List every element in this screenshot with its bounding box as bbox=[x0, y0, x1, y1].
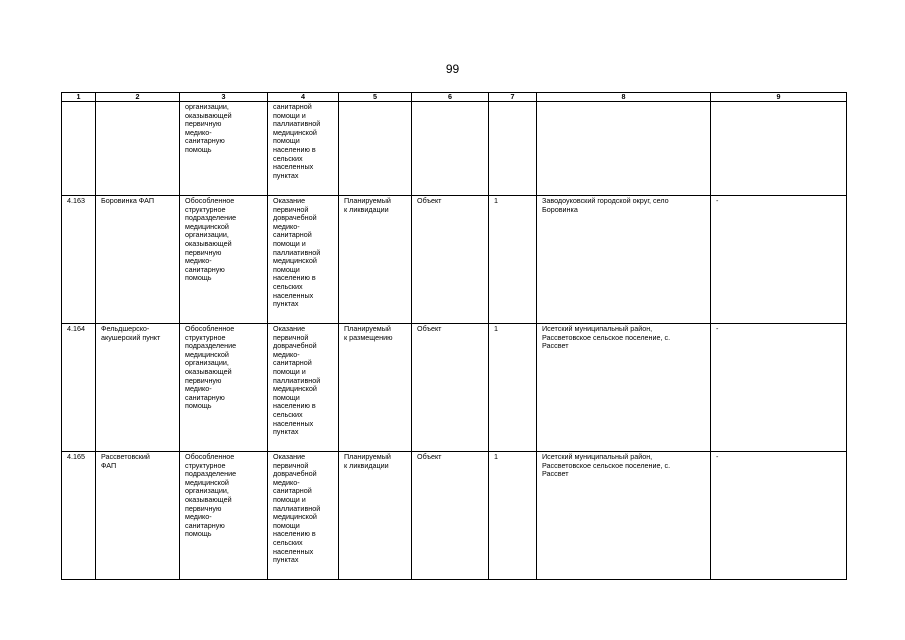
cell-status: Планируемый к ликвидации bbox=[339, 196, 412, 324]
cell-status bbox=[339, 102, 412, 196]
table-row bbox=[62, 102, 847, 196]
cell-name: Фельдшерско- акушерский пункт bbox=[96, 324, 180, 452]
cell-type: Обособленное структурное подразделение медицинской организации, оказывающей первичную медико- санитарную помощь bbox=[180, 324, 268, 452]
column-header: 8 bbox=[537, 93, 711, 102]
cell-unit: Объект bbox=[412, 324, 489, 452]
cell-unit: Объект bbox=[412, 196, 489, 324]
cell-type: Обособленное структурное подразделение медицинской организации, оказывающей первичную медико- санитарную помощь bbox=[180, 196, 268, 324]
cell-number: 4.163 bbox=[62, 196, 96, 324]
cell-purpose: Оказание первичной доврачебной медико- санитарной помощи и паллиативной медицинской помощи населению в сельских населенных пунктах bbox=[268, 196, 339, 324]
cell-status: Планируемый к размещению bbox=[339, 324, 412, 452]
column-header: 3 bbox=[180, 93, 268, 102]
cell-number: 4.165 bbox=[62, 452, 96, 580]
column-header: 7 bbox=[489, 93, 537, 102]
cell-location: Исетский муниципальный район, Рассветовское сельское поселение, с. Рассвет bbox=[537, 324, 711, 452]
cell-notes bbox=[711, 102, 847, 196]
cell-number: 4.164 bbox=[62, 324, 96, 452]
cell-purpose: санитарной помощи и паллиативной медицинской помощи населению в сельских населенных пунктах bbox=[268, 102, 339, 196]
cell-name: Боровинка ФАП bbox=[96, 196, 180, 324]
table-row bbox=[62, 196, 847, 324]
cell-purpose: Оказание первичной доврачебной медико- санитарной помощи и паллиативной медицинской помощи населению в сельских населенных пунктах bbox=[268, 452, 339, 580]
table-header-row bbox=[62, 93, 847, 102]
column-header: 5 bbox=[339, 93, 412, 102]
page-number: 99 bbox=[445, 62, 460, 76]
cell-quantity: 1 bbox=[489, 452, 537, 580]
cell-status: Планируемый к ликвидации bbox=[339, 452, 412, 580]
column-header: 4 bbox=[268, 93, 339, 102]
column-header: 9 bbox=[711, 93, 847, 102]
cell-location: Исетский муниципальный район, Рассветовское сельское поселение, с. Рассвет bbox=[537, 452, 711, 580]
cell-name: Рассветовский ФАП bbox=[96, 452, 180, 580]
column-header: 6 bbox=[412, 93, 489, 102]
cell-unit bbox=[412, 102, 489, 196]
cell-quantity bbox=[489, 102, 537, 196]
document-table bbox=[61, 92, 847, 580]
cell-type: Обособленное структурное подразделение медицинской организации, оказывающей первичную медико- санитарную помощь bbox=[180, 452, 268, 580]
column-header: 1 bbox=[62, 93, 96, 102]
cell-type: организации, оказывающей первичную медико- санитарную помощь bbox=[180, 102, 268, 196]
cell-purpose: Оказание первичной доврачебной медико- санитарной помощи и паллиативной медицинской помощи населению в сельских населенных пунктах bbox=[268, 324, 339, 452]
cell-quantity: 1 bbox=[489, 196, 537, 324]
cell-notes: - bbox=[711, 196, 847, 324]
cell-number bbox=[62, 102, 96, 196]
cell-name bbox=[96, 102, 180, 196]
table-row bbox=[62, 452, 847, 580]
column-header: 2 bbox=[96, 93, 180, 102]
cell-quantity: 1 bbox=[489, 324, 537, 452]
table-row bbox=[62, 324, 847, 452]
cell-unit: Объект bbox=[412, 452, 489, 580]
cell-location: Заводоуковский городской округ, село Боровинка bbox=[537, 196, 711, 324]
cell-location bbox=[537, 102, 711, 196]
cell-notes: - bbox=[711, 324, 847, 452]
cell-notes: - bbox=[711, 452, 847, 580]
